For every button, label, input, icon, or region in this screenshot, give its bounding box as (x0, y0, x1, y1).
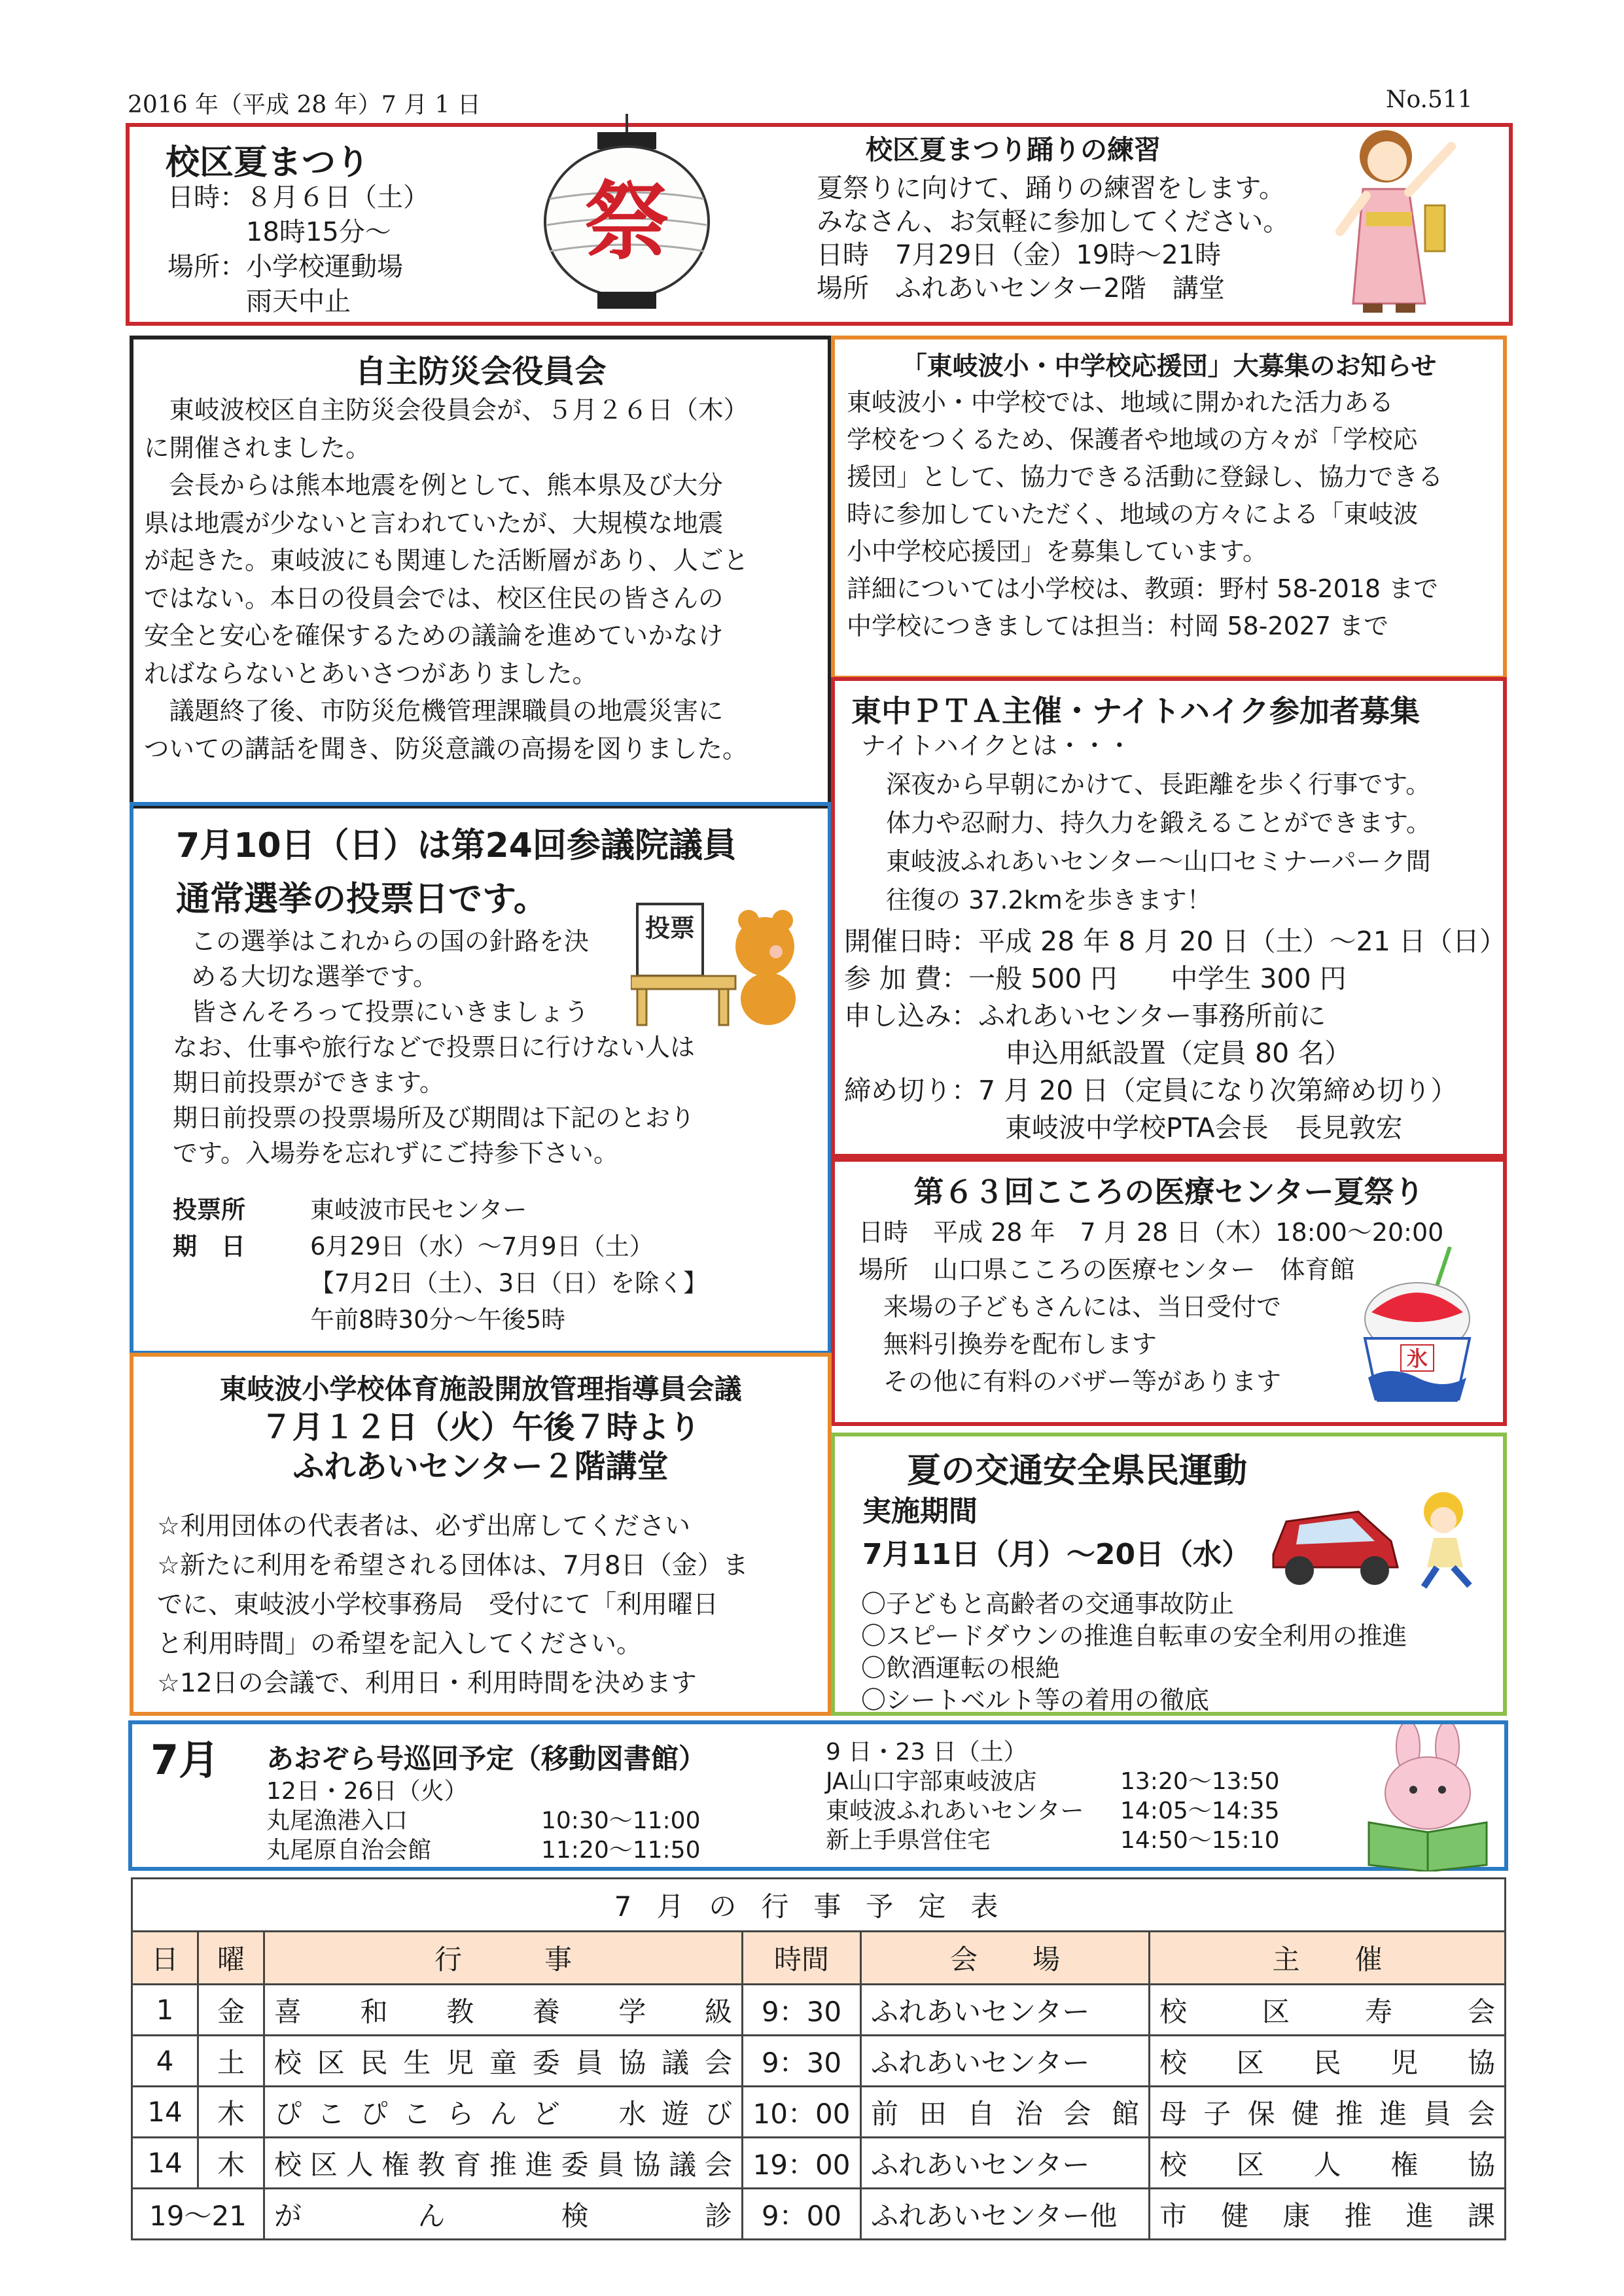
election-title-line: 通常選挙の投票日です。 (176, 880, 548, 919)
cell-time: 10：00 (743, 2087, 861, 2138)
cell-event: ぴこぴこらんど 水遊び (264, 2087, 743, 2138)
traffic-title: 夏の交通安全県民運動 (907, 1452, 1248, 1491)
ballot-box-label: 投票 (644, 914, 696, 943)
support-group-box (831, 336, 1507, 680)
hike-intro-line: 体力や忍耐力、持久力を鍛えることができます。 (861, 809, 1431, 837)
festival-line: 場所：小学校運動場 (168, 252, 403, 282)
election-title-line: 7月10日（日）は第24回参議院議員 (176, 826, 737, 865)
disaster-body (144, 392, 749, 768)
hike-detail-line: 締め切り：7 月 20 日（定員になり次第締め切り） (844, 1075, 1458, 1106)
election-line: 皆さんそろって投票にいきましょう (191, 998, 590, 1026)
cell-venue: ふれあいセンター他 (861, 2189, 1150, 2240)
table-row (132, 2036, 1506, 2087)
library-stop-place: JA山口宇部東岐波店 (826, 1768, 1037, 1795)
election-box (130, 802, 832, 1355)
practice-title: 校区夏まつり踊りの練習 (866, 134, 1161, 165)
disaster-line: ついての講話を聞き、防災意識の高揚を図りました。 (144, 734, 748, 764)
shaved-ice-illustration (1352, 1247, 1483, 1410)
disaster-title: 自主防災会役員会 (355, 353, 607, 390)
sports-title-line: ７月１２日（火）午後７時より (260, 1409, 701, 1446)
election-line: める大切な選挙です。 (191, 962, 438, 991)
voting-period-line: 【7月2日（土）、3日（日）を除く】 (310, 1269, 708, 1297)
sports-title-line: 東岐波小学校体育施設開放管理指導員会議 (219, 1373, 742, 1405)
hike-detail-line: 申し込み：ふれあいセンター事務所前に (844, 1000, 1326, 1032)
library-stop-place: 新上手県営住宅 (826, 1827, 991, 1854)
header-time: 時間 (743, 1932, 861, 1985)
voting-place-value: 東岐波市民センター (310, 1196, 527, 1224)
disaster-line: ればならないとあいさつがありました。 (144, 659, 598, 689)
cell-venue: 前田自治会館 (861, 2087, 1150, 2138)
cell-venue: ふれあいセンター (861, 2138, 1150, 2189)
election-body (173, 924, 695, 1171)
library-stop-time: 14:50～15:10 (1120, 1827, 1280, 1854)
traffic-safety-box (831, 1433, 1507, 1716)
voting-place-label: 投票所 (173, 1196, 245, 1224)
festival-line: 18時15分～ (168, 217, 391, 247)
schedule-header-row (132, 1932, 1506, 1985)
medical-line: 場所 山口県こころの医療センター 体育館 (858, 1255, 1355, 1284)
cell-venue: ふれあいセンター (861, 2036, 1150, 2087)
header-event: 行 事 (264, 1932, 743, 1985)
cell-day: 1 (132, 1985, 198, 2036)
night-hike-box (831, 677, 1507, 1158)
library-stop-place: 東岐波ふれあいセンター (826, 1798, 1084, 1824)
cell-weekday: 木 (198, 2087, 264, 2138)
library-month: 7月 (150, 1736, 220, 1784)
cell-day: 4 (132, 2036, 198, 2087)
cell-organizer: 市健康推進課 (1150, 2189, 1506, 2240)
traffic-list (861, 1588, 1407, 1716)
voting-period-label: 期 日 (173, 1232, 245, 1261)
sports-line: ☆利用団体の代表者は、必ず出席してください (157, 1512, 690, 1541)
issue-number: No.511 (1386, 86, 1473, 113)
library-schedule-left (266, 1777, 701, 1865)
hike-detail-line: 申込用紙設置（定員 80 名） (844, 1037, 1352, 1069)
voting-period-line: 午前8時30分～午後5時 (310, 1306, 566, 1334)
traffic-item: 〇子どもと高齢者の交通事故防止 (861, 1590, 1235, 1618)
library-stop-place: 丸尾漁港入口 (266, 1807, 408, 1834)
support-line: 中学校につきましては担当：村岡 58-2027 まで (847, 612, 1389, 640)
hike-intro-line: 往復の 37.2kmを歩きます！ (861, 886, 1212, 914)
header-organizer: 主 催 (1150, 1932, 1506, 1985)
header-day: 日 (132, 1932, 198, 1985)
sports-title (133, 1371, 828, 1486)
sports-body (157, 1507, 749, 1703)
voting-details (173, 1192, 707, 1338)
election-line: です。入場券を忘れずにご持参下さい。 (173, 1139, 618, 1168)
disaster-line: が起きた。東岐波にも関連した活断層があり、人ごと (144, 546, 749, 576)
festival-title: 校区夏まつり (166, 143, 370, 183)
library-stop-place: 丸尾原自治会館 (266, 1837, 432, 1864)
practice-line: 夏祭りに向けて、踊りの練習をします。 (817, 173, 1285, 203)
schedule-caption: 7月の行事予定表 (132, 1879, 1506, 1932)
cell-organizer: 母子保健推進員会 (1150, 2087, 1506, 2138)
sports-line: でに、東岐波小学校事務局 受付にて「利用曜日 (157, 1590, 719, 1620)
traffic-item: 〇シートベルト等の着用の徹底 (861, 1686, 1210, 1714)
issue-date: 2016 年（平成 28 年）7 月 1 日 (128, 92, 481, 118)
library-schedule-right (826, 1737, 1280, 1855)
disaster-line: ではない。本日の役員会では、校区住民の皆さんの (144, 583, 724, 614)
hike-title: 東中ＰＴＡ主催・ナイトハイク参加者募集 (851, 693, 1420, 729)
hike-detail-line: 東岐波中学校PTA会長 長見敦宏 (844, 1112, 1403, 1143)
sports-line: ☆新たに利用を希望される団体は、7月8日（金）ま (157, 1551, 749, 1580)
sports-line: と利用時間」の希望を記入してください。 (157, 1629, 643, 1659)
election-line: この選挙はこれからの国の針路を決 (191, 927, 590, 956)
medical-line: 来場の子どもさんには、当日受付で (858, 1293, 1282, 1321)
election-line: 期日前投票ができます。 (173, 1068, 444, 1097)
ice-label: 氷 (1406, 1346, 1428, 1371)
car-illustration (1260, 1482, 1483, 1593)
bunny-reading-illustration (1356, 1724, 1500, 1871)
hike-intro-line: 深夜から早朝にかけて、長距離を歩く行事です。 (861, 770, 1431, 799)
schedule-section (131, 1877, 1506, 2231)
cell-organizer: 校区民児協 (1150, 2036, 1506, 2087)
cell-weekday: 木 (198, 2138, 264, 2189)
support-line: 詳細については小学校は、教頭：野村 58-2018 まで (847, 574, 1439, 603)
festival-box (126, 123, 1513, 326)
cell-event: 喜和教養学級 (264, 1985, 743, 2036)
library-date: 9 日・23 日（土） (826, 1739, 1027, 1765)
cell-event: がん検診 (264, 2189, 743, 2240)
disaster-meeting-box (130, 336, 832, 809)
practice-line: 場所 ふれあいセンター2階 講堂 (817, 273, 1225, 304)
library-stop-time: 13:20～13:50 (1120, 1768, 1280, 1795)
library-date: 12日・26日（火） (266, 1778, 468, 1805)
cell-event: 校区人権教育推進委員協議会 (264, 2138, 743, 2189)
support-line: 学校をつくるため、保護者や地域の方々が「学校応 (847, 425, 1418, 454)
voting-period-line: 6月29日（水）～7月9日（土） (310, 1232, 654, 1261)
disaster-line: 県は地震が少ないと言われていたが、大規模な地震 (144, 508, 724, 538)
disaster-line: 安全と安心を確保するための議論を進めていかなけ (144, 621, 724, 651)
disaster-line: 会長からは熊本地震を例として、熊本県及び大分 (144, 471, 723, 500)
hike-detail-line: 開催日時：平成 28 年 8 月 20 日（土）～21 日（日） (844, 926, 1506, 957)
cell-day: 14 (132, 2087, 198, 2138)
cell-weekday: 土 (198, 2036, 264, 2087)
festival-line: 日時：８月６日（土） (168, 183, 429, 213)
election-line: 期日前投票の投票場所及び期間は下記のとおり (173, 1104, 696, 1132)
practice-line: 日時 7月29日（金）19時～21時 (817, 240, 1222, 270)
cell-weekday: 金 (198, 1985, 264, 2036)
cell-time: 9：30 (743, 2036, 861, 2087)
lantern-illustration (535, 114, 718, 323)
traffic-item: 〇スピードダウンの推進自転車の安全利用の推進 (861, 1622, 1407, 1650)
hike-intro-line: 東岐波ふれあいセンター～山口セミナーパーク間 (861, 847, 1431, 876)
support-line: 小中学校応援団」を募集しています。 (847, 537, 1267, 566)
traffic-period-label: 実施期間 (862, 1495, 978, 1528)
sports-line: ☆12日の会議で、利用日・利用時間を決めます (157, 1669, 697, 1698)
hike-detail-line: 参 加 費：一般 500 円 中学生 300 円 (844, 963, 1347, 994)
cell-day: 19～21 (132, 2189, 264, 2240)
practice-line: みなさん、お気軽に参加してください。 (817, 207, 1290, 237)
library-stop-time: 10:30～11:00 (541, 1807, 701, 1834)
table-row (132, 2189, 1506, 2240)
sports-facility-box (130, 1353, 832, 1716)
hike-intro (861, 727, 1431, 920)
medical-title: 第６３回こころの医療センター夏祭り (913, 1174, 1424, 1209)
disaster-line: 東岐波校区自主防災会役員会が、５月２６日（木） (144, 396, 749, 425)
support-body (847, 384, 1443, 645)
cell-organizer: 校区寿会 (1150, 1985, 1506, 2036)
disaster-line: に開催されました。 (144, 433, 371, 463)
lantern-char: 祭 (584, 172, 670, 271)
header-weekday: 曜 (198, 1932, 264, 1985)
medical-line: その他に有料のバザー等があります (858, 1367, 1282, 1396)
library-title: あおぞら号巡回予定（移動図書館） (266, 1743, 707, 1775)
cell-time: 9：30 (743, 1985, 861, 2036)
sports-title-line: ふれあいセンター２階講堂 (292, 1448, 669, 1485)
cell-venue: ふれあいセンター (861, 1985, 1150, 2036)
support-line: 時に参加していただく、地域の方々による「東岐波 (847, 500, 1419, 529)
schedule-table (131, 1877, 1506, 2240)
hike-intro-line: ナイトハイクとは・・・ (861, 731, 1132, 760)
medical-line: 日時 平成 28 年 7 月 28 日（木）18:00～20:00 (858, 1218, 1444, 1247)
dancer-illustration (1327, 120, 1471, 323)
support-line: 東岐波小・中学校では、地域に開かれた活力ある (847, 388, 1394, 417)
disaster-line: 議題終了後、市防災危機管理課職員の地震災害に (144, 697, 724, 726)
hike-details (844, 923, 1506, 1147)
table-row (132, 2138, 1506, 2189)
table-row (132, 1985, 1506, 2036)
cell-time: 19：00 (743, 2138, 861, 2189)
table-row (132, 2087, 1506, 2138)
traffic-period-value: 7月11日（月）～20日（水） (862, 1538, 1251, 1571)
support-line: 援団」として、協力できる活動に登録し、協力できる (847, 462, 1443, 491)
library-stop-time: 14:05～14:35 (1120, 1798, 1280, 1824)
practice-section (817, 133, 1289, 305)
mobile-library-box (128, 1720, 1508, 1871)
support-title: 「東岐波小・中学校応援団」大募集のお知らせ (901, 352, 1437, 381)
medical-festival-box (831, 1158, 1507, 1426)
festival-line: 雨天中止 (168, 287, 351, 317)
festival-info (168, 181, 429, 319)
election-line: なお、仕事や旅行などで投票日に行けない人は (173, 1033, 696, 1062)
cell-time: 9：00 (743, 2189, 861, 2240)
cell-organizer: 校区人権協 (1150, 2138, 1506, 2189)
medical-line: 無料引換券を配布します (858, 1330, 1157, 1359)
cell-event: 校区民生児童委員協議会 (264, 2036, 743, 2087)
traffic-period (862, 1490, 1250, 1576)
traffic-item: 〇飲酒運転の根絶 (861, 1654, 1061, 1682)
header-venue: 会 場 (861, 1932, 1150, 1985)
library-stop-time: 11:20～11:50 (541, 1837, 701, 1864)
cell-day: 14 (132, 2138, 198, 2189)
